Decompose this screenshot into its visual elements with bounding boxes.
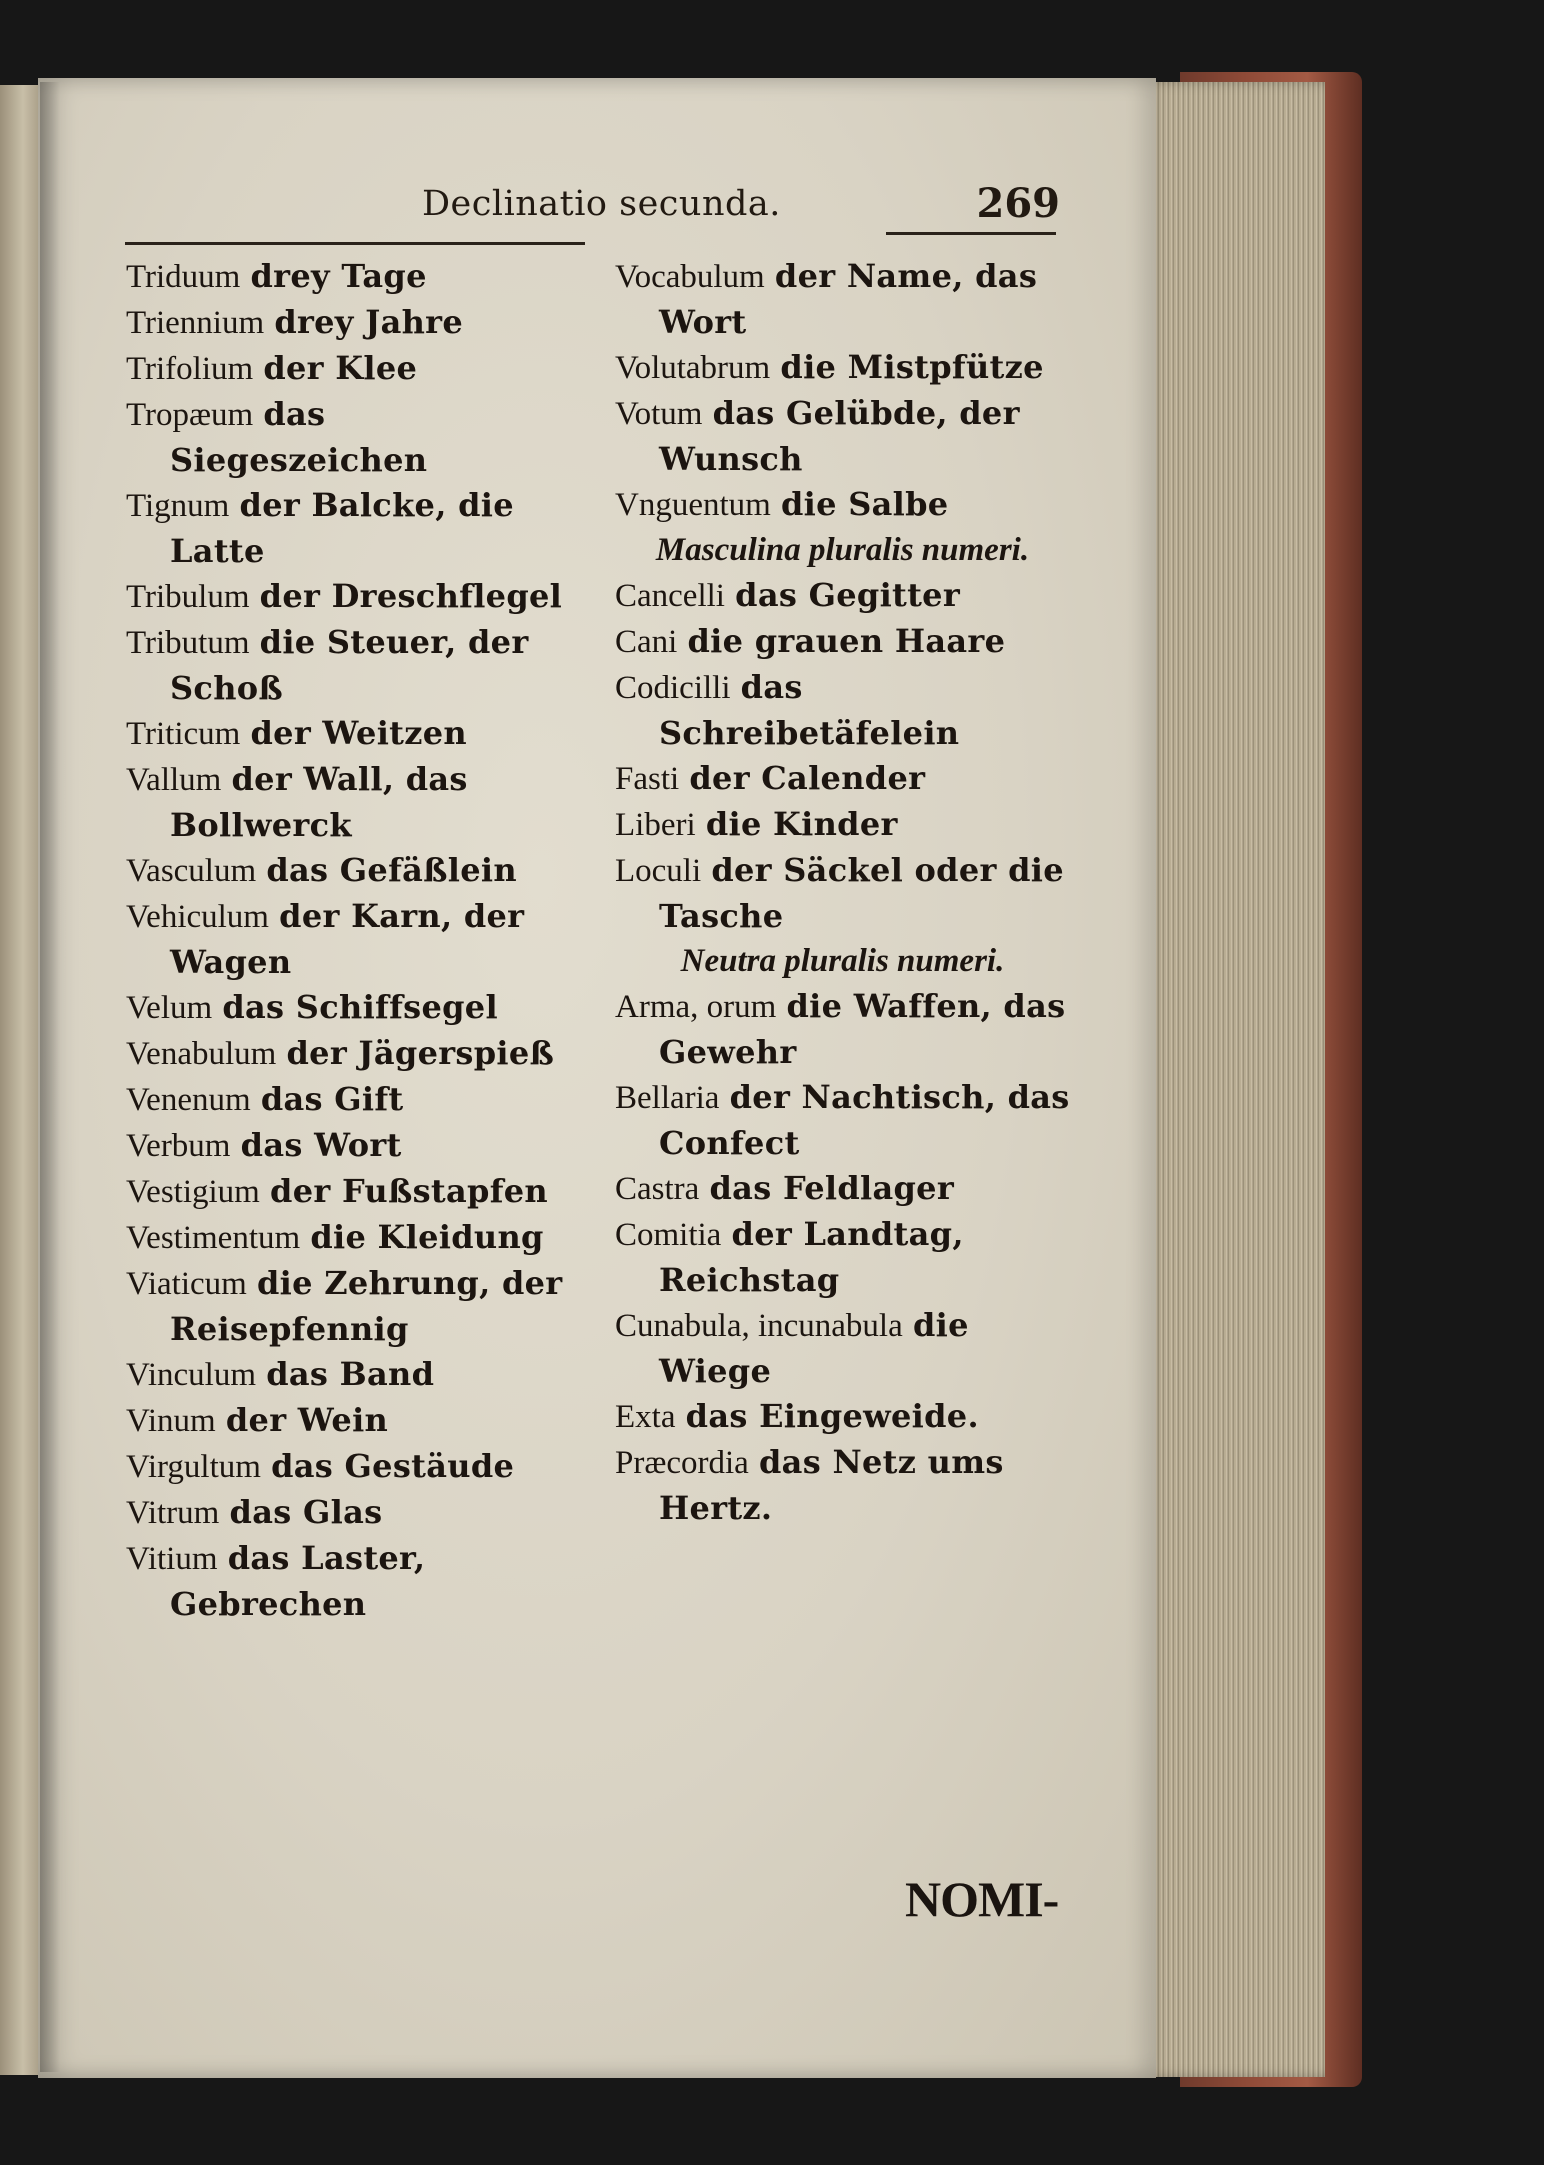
german-translation: das Gefäßlein: [266, 851, 517, 889]
german-translation: die Kinder: [705, 805, 898, 843]
dictionary-entry: [126, 848, 586, 894]
latin-term: Vehiculum: [126, 899, 269, 935]
catchword: NOMI-: [905, 1871, 1059, 1927]
german-translation: die Mistpfütze: [780, 348, 1044, 386]
german-translation: das Schiffsegel: [222, 988, 498, 1026]
latin-term: Vnguentum: [615, 487, 771, 523]
german-translation: das Eingeweide.: [685, 1397, 979, 1435]
latin-term: Cancelli: [615, 578, 725, 614]
dictionary-entry: [126, 1536, 586, 1627]
latin-term: Tribulum: [126, 579, 250, 615]
dictionary-entry: [615, 1303, 1070, 1394]
german-translation: der Nachtisch, das Confect: [659, 1078, 1070, 1162]
left-column: [126, 254, 586, 1627]
german-translation: das Siegeszeichen: [170, 395, 428, 479]
header-rule-right: [886, 232, 1056, 235]
latin-term: Liberi: [615, 807, 696, 843]
latin-term: Triticum: [126, 716, 241, 752]
german-translation: der Wein: [225, 1401, 389, 1439]
latin-term: Cani: [615, 624, 678, 660]
dictionary-entry: [615, 756, 1070, 802]
german-translation: die Steuer, der Schoß: [170, 623, 529, 707]
dictionary-entry: [126, 894, 586, 985]
page-number: 269: [976, 180, 1060, 227]
dictionary-entry: [126, 1352, 586, 1398]
dictionary-entry: [615, 665, 1070, 756]
dictionary-entry: [126, 620, 586, 711]
latin-term: Exta: [615, 1399, 676, 1435]
heading-masculina: Masculina pluralis numeri.: [655, 532, 1030, 568]
german-translation: der Name, das Wort: [659, 257, 1038, 341]
german-translation: der Landtag, Reichstag: [659, 1215, 964, 1299]
dictionary-entry: [615, 345, 1070, 391]
dictionary-entry: [615, 619, 1070, 665]
dictionary-entry: [126, 985, 586, 1031]
german-translation: die Zehrung, der Reisepfennig: [170, 1264, 563, 1348]
german-translation: der Klee: [263, 349, 418, 387]
german-translation: die Salbe: [781, 485, 949, 523]
german-translation: der Säckel oder die Tasche: [659, 851, 1064, 935]
dictionary-entry: [126, 1398, 586, 1444]
german-translation: das Band: [266, 1355, 435, 1393]
dictionary-entry: [126, 483, 586, 574]
dictionary-entry: [615, 254, 1070, 345]
german-translation: das Gelübde, der Wunsch: [659, 394, 1020, 478]
latin-term: Vitium: [126, 1541, 218, 1577]
latin-term: Loculi: [615, 853, 702, 889]
page-block-edges: [1145, 82, 1325, 2077]
right-column: [615, 254, 1070, 1531]
dictionary-entry: [126, 1123, 586, 1169]
facing-page-edge: [0, 85, 42, 2075]
german-translation: das Laster, Gebrechen: [170, 1539, 426, 1623]
dictionary-entry: [615, 482, 1070, 528]
latin-term: Vocabulum: [615, 259, 765, 295]
german-translation: der Wall, das Bollwerck: [170, 760, 468, 844]
latin-term: Fasti: [615, 761, 680, 797]
dictionary-entry: [126, 254, 586, 300]
latin-term: Tignum: [126, 488, 230, 524]
german-translation: der Fußstapfen: [270, 1172, 548, 1210]
latin-term: Vitrum: [126, 1495, 220, 1531]
latin-term: Bellaria: [615, 1080, 720, 1116]
right-group-a: [615, 254, 1070, 528]
dictionary-entry: [126, 1169, 586, 1215]
latin-term: Vestigium: [126, 1174, 260, 1210]
latin-term: Viaticum: [126, 1266, 247, 1302]
dictionary-entry: [126, 1490, 586, 1536]
german-translation: der Jägerspieß: [286, 1034, 555, 1072]
latin-term: Vinculum: [126, 1357, 257, 1393]
dictionary-entry: [126, 1444, 586, 1490]
latin-term: Vinum: [126, 1403, 216, 1439]
latin-term: Trifolium: [126, 351, 254, 387]
dictionary-entry: [615, 1166, 1070, 1212]
dictionary-entry: [126, 757, 586, 848]
dictionary-entry: [126, 1031, 586, 1077]
german-translation: der Weitzen: [250, 714, 467, 752]
latin-term: Verbum: [126, 1128, 231, 1164]
dictionary-entry: [615, 802, 1070, 848]
dictionary-entry: [126, 300, 586, 346]
dictionary-entry: [615, 984, 1070, 1075]
latin-term: Vasculum: [126, 853, 257, 889]
german-translation: der Karn, der Wagen: [170, 897, 525, 981]
latin-term: Virgultum: [126, 1449, 261, 1485]
dictionary-entry: [126, 1261, 586, 1352]
header-title: Declinatio secunda.: [422, 184, 781, 224]
german-translation: das Netz ums Hertz.: [659, 1443, 1004, 1527]
latin-term: Arma, orum: [615, 989, 777, 1025]
german-translation: die Wiege: [659, 1306, 969, 1390]
gutter-shadow: [40, 82, 60, 2072]
latin-term: Tributum: [126, 625, 250, 661]
running-header: [390, 178, 1080, 238]
latin-term: Triennium: [126, 305, 265, 341]
latin-term: Vallum: [126, 762, 222, 798]
dictionary-entry: [615, 1440, 1070, 1531]
german-translation: das Gestäude: [271, 1447, 515, 1485]
right-group-c: [615, 984, 1070, 1531]
heading-neutra: Neutra pluralis numeri.: [680, 943, 1005, 979]
german-translation: die grauen Haare: [687, 622, 1006, 660]
dictionary-entry: [126, 392, 586, 483]
german-translation: das Wort: [240, 1126, 402, 1164]
german-translation: das Glas: [229, 1493, 383, 1531]
latin-term: Velum: [126, 990, 213, 1026]
latin-term: Præcordia: [615, 1445, 749, 1481]
german-translation: der Dreschflegel: [259, 577, 563, 615]
latin-term: Votum: [615, 396, 703, 432]
dictionary-entry: [615, 1212, 1070, 1303]
german-translation: das Feldlager: [709, 1169, 954, 1207]
dictionary-entry: [615, 391, 1070, 482]
dictionary-entry: [615, 573, 1070, 619]
german-translation: die Kleidung: [310, 1218, 544, 1256]
latin-term: Tropæum: [126, 397, 254, 433]
german-translation: der Balcke, die Latte: [170, 486, 514, 570]
latin-term: Codicilli: [615, 670, 731, 706]
german-translation: drey Jahre: [274, 303, 463, 341]
dictionary-entry: [126, 574, 586, 620]
dictionary-entry: [615, 1075, 1070, 1166]
german-translation: das Gegitter: [735, 576, 961, 614]
latin-term: Cunabula, incunabula: [615, 1308, 903, 1344]
latin-term: Venabulum: [126, 1036, 277, 1072]
dictionary-entry: [126, 711, 586, 757]
latin-term: Venenum: [126, 1082, 251, 1118]
dictionary-entry: [126, 1077, 586, 1123]
dictionary-entry: [126, 1215, 586, 1261]
dictionary-entry: [615, 848, 1070, 939]
dictionary-entry: [126, 346, 586, 392]
right-group-b: [615, 573, 1070, 939]
german-translation: das Schreibetäfelein: [659, 668, 960, 752]
latin-term: Comitia: [615, 1217, 722, 1253]
german-translation: drey Tage: [250, 257, 427, 295]
german-translation: die Waffen, das Gewehr: [659, 987, 1066, 1071]
latin-term: Volutabrum: [615, 350, 771, 386]
latin-term: Triduum: [126, 259, 241, 295]
latin-term: Castra: [615, 1171, 700, 1207]
latin-term: Vestimentum: [126, 1220, 301, 1256]
german-translation: das Gift: [260, 1080, 404, 1118]
header-rule-left: [125, 242, 585, 245]
german-translation: der Calender: [689, 759, 926, 797]
dictionary-entry: [615, 1394, 1070, 1440]
